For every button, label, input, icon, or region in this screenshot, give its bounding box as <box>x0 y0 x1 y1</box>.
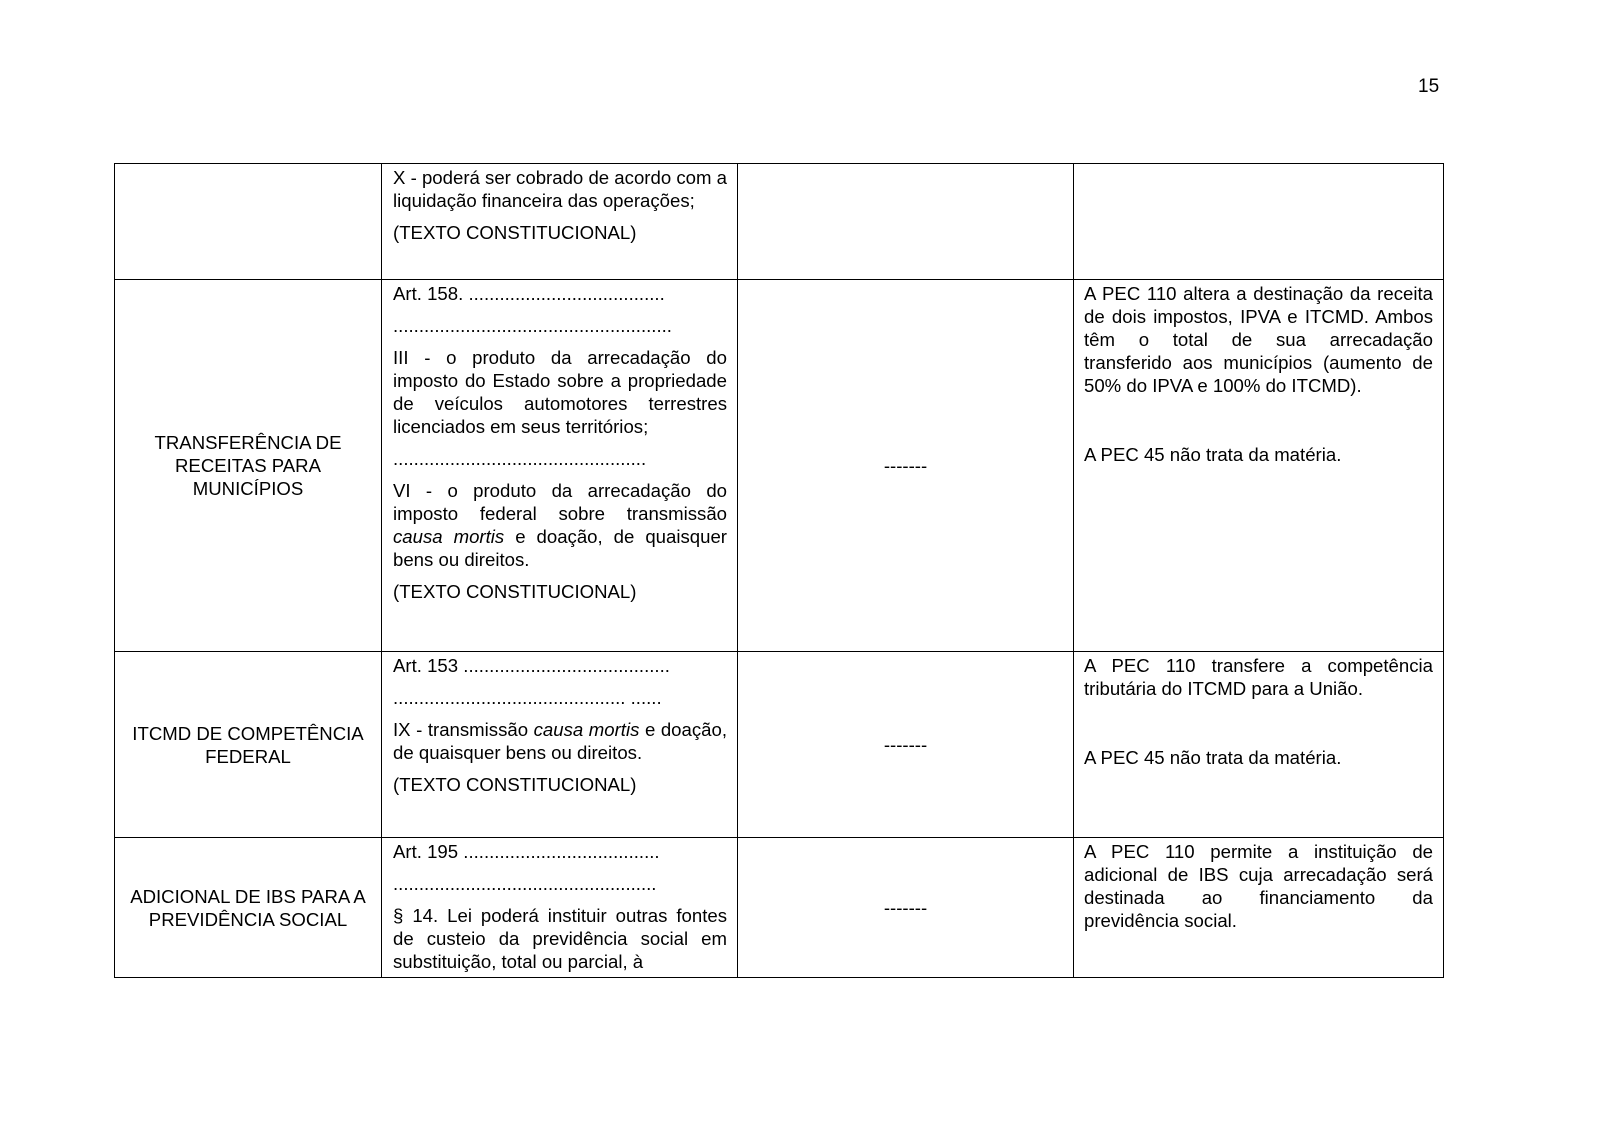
table-row <box>115 164 1444 280</box>
law-source-label: (TEXTO CONSTITUCIONAL) <box>393 581 637 602</box>
pec45-cell <box>738 164 1074 280</box>
law-source-label: (TEXTO CONSTITUCIONAL) <box>393 774 637 795</box>
table-row <box>115 838 1444 978</box>
topic-cell: TRANSFERÊNCIA DE RECEITAS PARA MUNICÍPIOS <box>115 280 382 652</box>
topic-cell: ADICIONAL DE IBS PARA A PREVIDÊNCIA SOCIAL <box>115 838 382 978</box>
law-text-cell <box>382 164 738 280</box>
commentary-paragraph: A PEC 110 altera a destinação da receita de dois impostos, IPVA e ITCMD. Ambos têm o total de sua arrecadação transferido aos municípios (aumento de 50% do IPVA e 100% do ITCMD). <box>1084 283 1433 396</box>
topic-cell: ITCMD DE COMPETÊNCIA FEDERAL <box>115 652 382 838</box>
law-ellipsis: ................................................. <box>393 448 647 469</box>
law-paragraph <box>393 718 727 764</box>
commentary-cell <box>1074 652 1444 838</box>
law-text-cell <box>382 838 738 978</box>
pec45-cell: ------- <box>738 280 1074 652</box>
law-italic-term: causa mortis <box>393 526 505 547</box>
law-article-heading: Art. 195 ...................................... <box>393 841 660 862</box>
commentary-cell <box>1074 838 1444 978</box>
law-paragraph: X - poderá ser cobrado de acordo com a liquidação financeira das operações; <box>393 167 727 211</box>
pec45-cell: ------- <box>738 652 1074 838</box>
law-paragraph <box>393 479 727 571</box>
law-text-part: IX - transmissão <box>393 719 534 740</box>
table-row <box>115 280 1444 652</box>
commentary-cell <box>1074 164 1444 280</box>
commentary-cell <box>1074 280 1444 652</box>
pec45-cell: ------- <box>738 838 1074 978</box>
law-ellipsis: ............................................. ...... <box>393 687 662 708</box>
law-text-cell <box>382 280 738 652</box>
law-text-part: e doação, de quaisquer bens ou direitos. <box>393 719 727 763</box>
table-row <box>115 652 1444 838</box>
law-text-cell <box>382 652 738 838</box>
commentary-paragraph: A PEC 45 não trata da matéria. <box>1084 444 1342 465</box>
law-source-label: (TEXTO CONSTITUCIONAL) <box>393 222 637 243</box>
law-paragraph: § 14. Lei poderá instituir outras fontes de custeio da previdência social em substituição, total ou parcial, à <box>393 905 727 972</box>
law-ellipsis: ...................................................... <box>393 315 672 336</box>
law-italic-term: causa mortis <box>533 719 640 740</box>
law-text-part: e doação, de quaisquer bens ou direitos. <box>393 526 727 570</box>
law-ellipsis: ................................................... <box>393 873 657 894</box>
commentary-paragraph: A PEC 110 transfere a competência tributária do ITCMD para a União. <box>1084 655 1433 699</box>
topic-cell <box>115 164 382 280</box>
law-article-heading: Art. 158. ...................................... <box>393 283 665 304</box>
law-paragraph: III - o produto da arrecadação do imposto do Estado sobre a propriedade de veículos automotores terrestres licenciados em seus territórios; <box>393 347 727 437</box>
law-text-part: VI - o produto da arrecadação do imposto federal sobre transmissão <box>393 480 727 524</box>
comparison-table <box>114 163 1444 978</box>
commentary-paragraph: A PEC 45 não trata da matéria. <box>1084 747 1342 768</box>
page-number: 15 <box>1418 76 1440 97</box>
commentary-paragraph: A PEC 110 permite a instituição de adicional de IBS cuja arrecadação será destinada ao financiamento da previdência social. <box>1084 841 1433 931</box>
law-article-heading: Art. 153 ........................................ <box>393 655 670 676</box>
